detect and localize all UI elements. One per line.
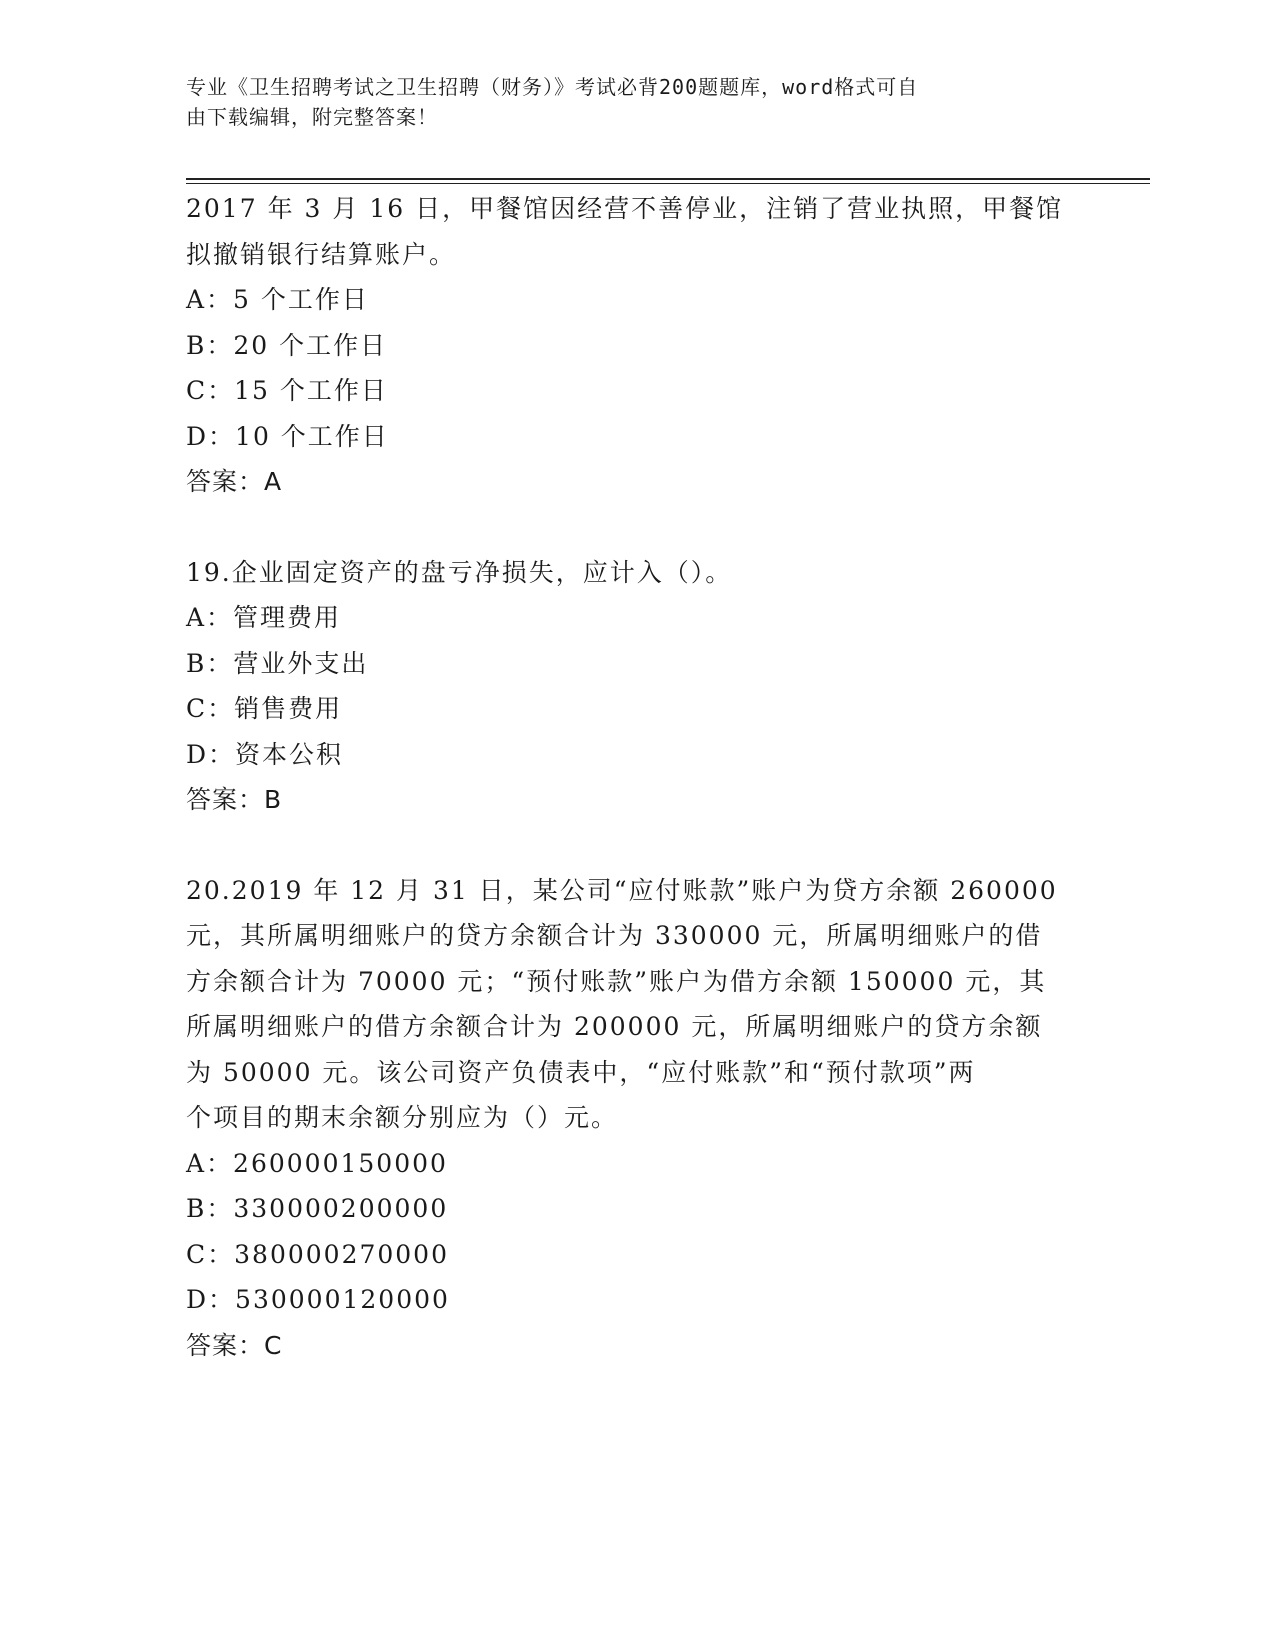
option-d: D：资本公积 — [186, 739, 344, 769]
question-stem-line: 为 50000 元。该公司资产负债表中，“应付账款”和“预付款项”两 — [186, 1057, 976, 1087]
option-b: B：20 个工作日 — [186, 330, 388, 360]
question-spacer — [186, 823, 1086, 868]
option-a: A：5 个工作日 — [186, 285, 369, 314]
header-rule-thin — [186, 183, 1150, 184]
option-d: D：530000120000 — [186, 1285, 450, 1314]
question-stem-line: 2017 年 3 月 16 日，甲餐馆因经营不善停业，注销了营业执照，甲餐馆 — [186, 194, 1064, 223]
option-a: A：260000150000 — [186, 1148, 448, 1178]
question-block — [186, 550, 1086, 823]
question-spacer — [186, 505, 1086, 550]
question-stem-line: 19.企业固定资产的盘亏净损失，应计入（）。 — [186, 557, 733, 587]
header-rule-thick — [186, 178, 1150, 180]
option-a: A：管理费用 — [186, 603, 342, 632]
question-stem-line: 20.2019 年 12 月 31 日，某公司“应付账款”账户为贷方余额 260000 — [186, 875, 1058, 905]
option-b: B：营业外支出 — [186, 648, 369, 678]
question-block — [186, 186, 1086, 505]
option-c: C：15 个工作日 — [186, 376, 388, 405]
option-d: D：10 个工作日 — [186, 421, 389, 451]
question-stem-line: 个项目的期末余额分别应为（）元。 — [186, 1103, 619, 1132]
question-stem-line: 元，其所属明细账户的贷方余额合计为 330000 元，所属明细账户的借 — [186, 921, 1043, 950]
question-block — [186, 868, 1086, 1369]
answer-line: 答案：A — [186, 467, 283, 496]
header-title-line-1: 专业《卫生招聘考试之卫生招聘（财务）》考试必背200题题库，word格式可自 — [186, 75, 919, 99]
option-c: C：销售费用 — [186, 694, 343, 723]
answer-line: 答案：C — [186, 1330, 283, 1360]
question-stem-line: 所属明细账户的借方余额合计为 200000 元，所属明细账户的贷方余额 — [186, 1012, 1043, 1041]
question-stem-line: 拟撤销银行结算账户。 — [186, 239, 457, 269]
question-list — [186, 186, 1086, 1368]
document-header — [186, 72, 1066, 132]
answer-line: 答案：B — [186, 785, 283, 814]
question-stem-line: 方余额合计为 70000 元；“预付账款”账户为借方余额 150000 元，其 — [186, 966, 1047, 996]
option-c: C：380000270000 — [186, 1239, 449, 1269]
option-b: B：330000200000 — [186, 1194, 449, 1223]
header-title-line-2: 由下载编辑，附完整答案！ — [186, 105, 438, 129]
